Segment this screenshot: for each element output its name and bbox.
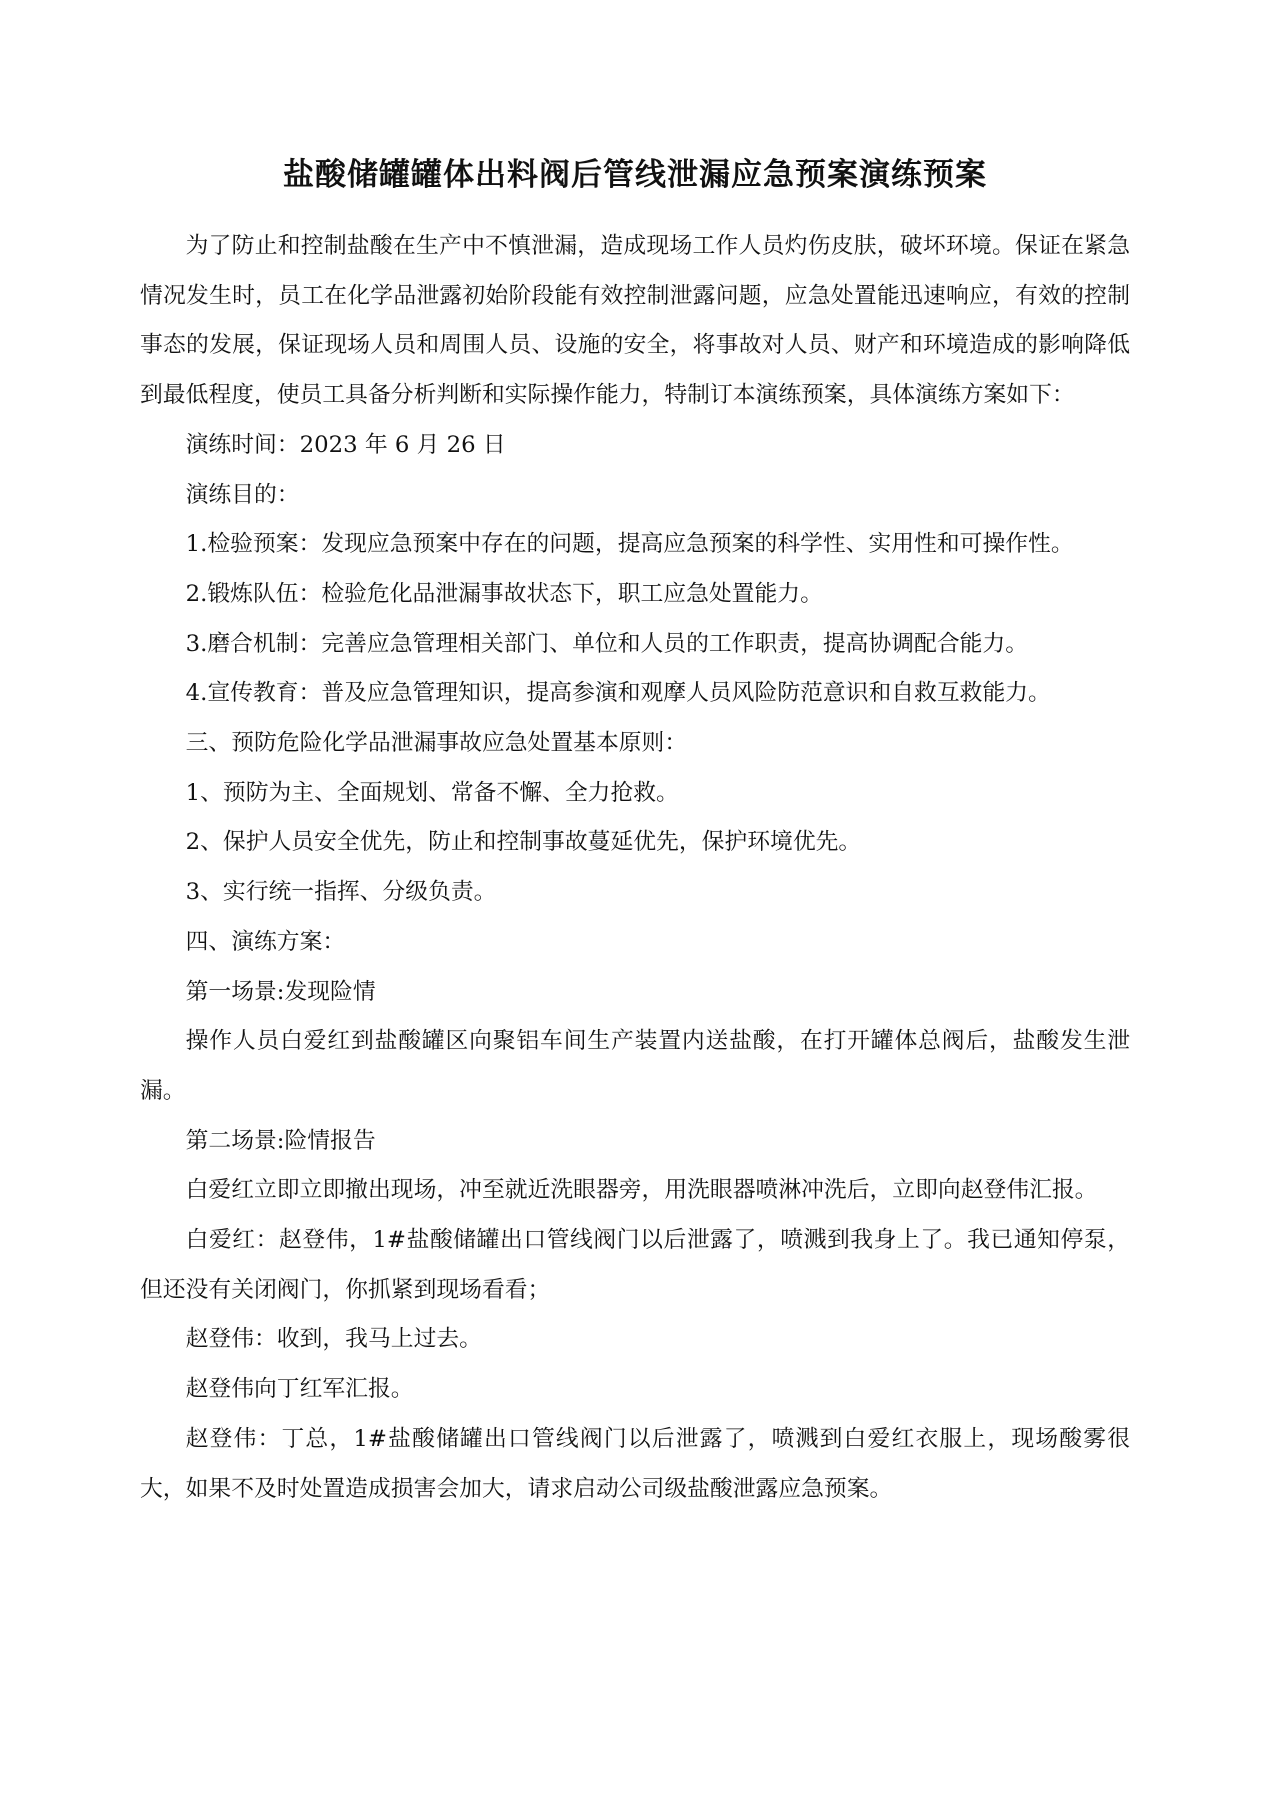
paragraph-drill-time: 演练时间：2023 年 6 月 26 日 xyxy=(185,431,506,458)
paragraph-intro: 为了防止和控制盐酸在生产中不慎泄漏，造成现场工作人员灼伤皮肤，破坏环境。保证在紧急情况发生时，员工在化学品泄露初始阶段能有效控制泄露问题，应急处置能迅速响应，有效的控制事态的发展，保证现场人员和周围人员、设施的安全，将事故对人员、财产和环境造成的影响降低到最低程度，使员工具备分析判断和实际操作能力，特制订本演练预案，具体演练方案如下： xyxy=(140,233,1130,409)
document-body xyxy=(140,222,1130,1514)
document-title: 盐酸储罐罐体出料阀后管线泄漏应急预案演练预案 xyxy=(283,157,987,193)
paragraph-purpose-2: 2.锻炼队伍：检验危化品泄漏事故状态下，职工应急处置能力。 xyxy=(185,580,823,607)
section-heading-drill-plan: 四、演练方案： xyxy=(185,928,346,955)
paragraph-drill-purpose-heading: 演练目的： xyxy=(185,481,300,508)
dialogue-line-2: 赵登伟：收到，我马上过去。 xyxy=(185,1326,482,1353)
paragraph-report: 赵登伟向丁红军汇报。 xyxy=(185,1376,414,1403)
paragraph-scene-2: 白爱红立即立即撤出现场，冲至就近洗眼器旁，用洗眼器喷淋冲洗后，立即向赵登伟汇报。 xyxy=(185,1177,1098,1204)
dialogue-line-1: 白爱红：赵登伟，1#盐酸储罐出口管线阀门以后泄露了，喷溅到我身上了。我已通知停泵，但还没有关闭阀门，你抓紧到现场看看； xyxy=(140,1227,1130,1303)
section-heading-principles: 三、预防危险化学品泄漏事故应急处置基本原则： xyxy=(185,730,688,757)
scene-heading-1: 第一场景:发现险情 xyxy=(185,978,376,1005)
paragraph-purpose-1: 1.检验预案：发现应急预案中存在的问题，提高应急预案的科学性、实用性和可操作性。 xyxy=(185,531,1074,558)
paragraph-principle-3: 3、实行统一指挥、分级负责。 xyxy=(185,879,497,906)
paragraph-principle-1: 1、预防为主、全面规划、常备不懈、全力抢救。 xyxy=(185,779,679,806)
paragraph-scene-1: 操作人员白爱红到盐酸罐区向聚铝车间生产装置内送盐酸，在打开罐体总阀后，盐酸发生泄漏。 xyxy=(140,1028,1130,1104)
scene-heading-2: 第二场景:险情报告 xyxy=(185,1127,376,1154)
paragraph-purpose-3: 3.磨合机制：完善应急管理相关部门、单位和人员的工作职责，提高协调配合能力。 xyxy=(185,630,1029,657)
dialogue-line-3: 赵登伟：丁总，1#盐酸储罐出口管线阀门以后泄露了，喷溅到白爱红衣服上，现场酸雾很大，如果不及时处置造成损害会加大，请求启动公司级盐酸泄露应急预案。 xyxy=(140,1425,1130,1502)
paragraph-purpose-4: 4.宣传教育：普及应急管理知识，提高参演和观摩人员风险防范意识和自救互救能力。 xyxy=(185,680,1051,707)
paragraph-principle-2: 2、保护人员安全优先，防止和控制事故蔓延优先，保护环境优先。 xyxy=(185,829,862,856)
